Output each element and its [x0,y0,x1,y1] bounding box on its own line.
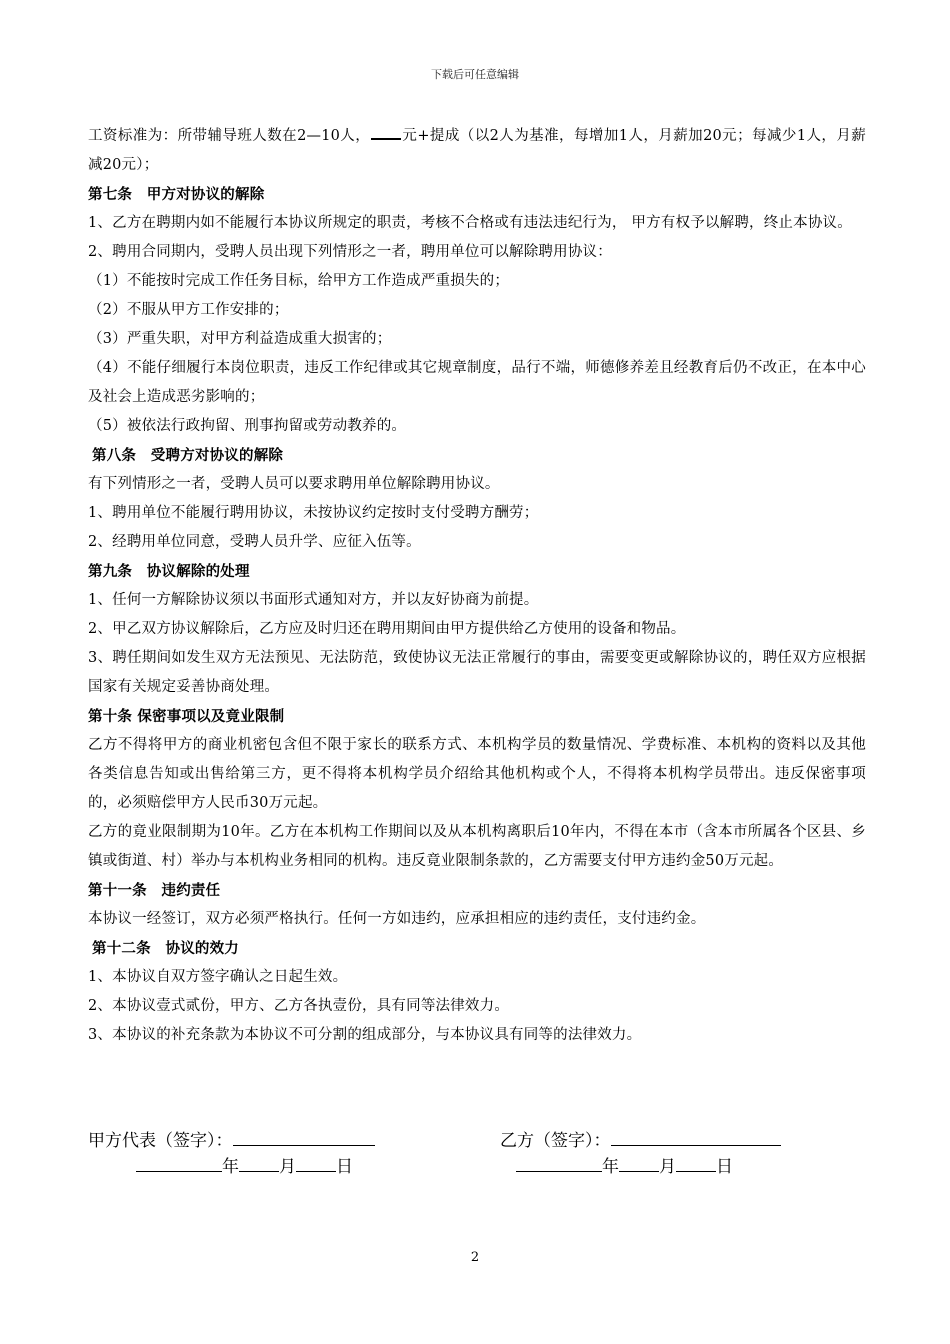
section-10-item-1: 乙方不得将甲方的商业机密包含但不限于家长的联系方式、本机构学员的数量情况、学费标准、本机构的资料以及其他各类信息告知或出售给第三方，更不得将本机构学员介绍给其他机构或个人，不得将本机构学员带出。违反保密事项的，必须赔偿甲方人民币30万元起。 [88,737,866,811]
party-b-signature-line[interactable] [611,1127,781,1146]
section-7-sub-5: （5）被依法行政拘留、刑事拘留或劳动教养的。 [88,418,407,434]
section-8-item-1: 1、聘用单位不能履行聘用协议，未按协议约定按时支付受聘方酬劳； [88,505,539,521]
section-8-intro: 有下列情形之一者，受聘人员可以要求聘用单位解除聘用协议。 [88,476,500,492]
party-b-label: 乙方（签字）： [500,1131,611,1151]
day-label: 日 [336,1157,353,1177]
section-9-item-1: 1、任何一方解除协议须以书面形式通知对方，并以友好协商为前提。 [88,592,539,608]
section-8-title: 第八条 受聘方对协议的解除 [92,447,284,464]
month-label: 月 [279,1157,296,1177]
section-10-title: 第十条 保密事项以及竟业限制 [88,708,285,725]
section-12-item-3: 3、本协议的补充条款为本协议不可分割的组成部分，与本协议具有同等的法律效力。 [88,1027,642,1043]
party-a-year-line[interactable] [136,1153,222,1172]
section-7-item-1: 1、乙方在聘期内如不能履行本协议所规定的职责，考核不合格或有违法违纪行为， 甲方有权予以解聘，终止本协议。 [88,215,852,231]
year-label: 年 [222,1157,239,1177]
signature-row [88,1127,888,1153]
section-7-title: 第七条 甲方对协议的解除 [88,186,265,203]
section-11-item-1: 本协议一经签订，双方必须严格执行。任何一方如违约，应承担相应的违约责任，支付违约金。 [88,911,706,927]
section-11-title: 第十一条 违约责任 [88,882,221,899]
year-label: 年 [602,1157,619,1177]
party-a-date [136,1153,353,1180]
party-b-year-line[interactable] [516,1153,602,1172]
salary-text-start: 工资标准为：所带辅导班人数在2—10人， [88,128,371,144]
page-number: 2 [470,1250,480,1265]
party-b-date [516,1153,733,1180]
section-7-item-2: 2、聘用合同期内，受聘人员出现下列情形之一者，聘用单位可以解除聘用协议： [88,244,612,260]
party-a-label: 甲方代表（签字）： [88,1131,233,1151]
section-7-sub-4: （4）不能仔细履行本岗位职责，违反工作纪律或其它规章制度，品行不端，师德修养差且经教育后仍不改正，在本中心及社会上造成恶劣影响的； [88,360,866,405]
salary-text-end: 元+提成（以2人为基准，每增加1人，月薪加20元；每减少1人，月薪减20元）； [88,128,866,173]
month-label: 月 [659,1157,676,1177]
document-body [88,122,866,1050]
section-12-title: 第十二条 协议的效力 [92,940,239,957]
section-7-sub-2: （2）不服从甲方工作安排的； [88,302,289,318]
salary-blank [371,124,401,140]
party-a-signature [88,1127,375,1154]
section-10-item-2: 乙方的竟业限制期为10年。乙方在本机构工作期间以及从本机构离职后10年内，不得在本市（含本市所属各个区县、乡镇或街道、村）举办与本机构业务相同的机构。违反竟业限制条款的，乙方需要支付甲方违约金50万元起。 [88,824,866,869]
party-b-signature [500,1127,781,1154]
salary-paragraph [88,122,866,180]
party-a-month-line[interactable] [239,1153,279,1172]
page-header: 下载后可任意编辑 [431,68,519,81]
section-9-title: 第九条 协议解除的处理 [88,563,250,580]
section-9-item-3: 3、聘任期间如发生双方无法预见、无法防范，致使协议无法正常履行的事由，需要变更或解除协议的，聘任双方应根据国家有关规定妥善协商处理。 [88,650,866,695]
party-b-month-line[interactable] [619,1153,659,1172]
party-a-day-line[interactable] [296,1153,336,1172]
section-9-item-2: 2、甲乙双方协议解除后，乙方应及时归还在聘用期间由甲方提供给乙方使用的设备和物品。 [88,621,686,637]
party-b-day-line[interactable] [676,1153,716,1172]
signature-block [88,1127,888,1179]
section-7-sub-1: （1）不能按时完成工作任务目标，给甲方工作造成严重损失的； [88,273,510,289]
section-8-item-2: 2、经聘用单位同意，受聘人员升学、应征入伍等。 [88,534,421,550]
section-7-sub-3: （3）严重失职，对甲方利益造成重大损害的； [88,331,392,347]
section-12-item-2: 2、本协议壹式贰份，甲方、乙方各执壹份，具有同等法律效力。 [88,998,510,1014]
section-12-item-1: 1、本协议自双方签字确认之日起生效。 [88,969,348,985]
date-row [88,1153,888,1179]
party-a-signature-line[interactable] [233,1127,375,1146]
day-label: 日 [716,1157,733,1177]
